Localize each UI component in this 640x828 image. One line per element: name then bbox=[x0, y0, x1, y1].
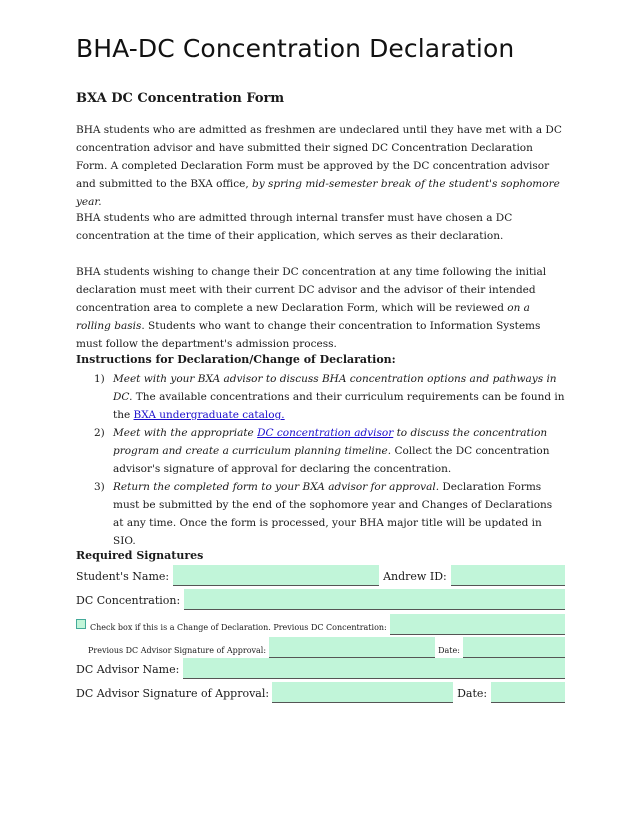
change-checkbox-label: Check box if this is a Change of Declaration. Previous DC Concentration: bbox=[90, 623, 387, 632]
bxa-catalog-link[interactable]: BXA undergraduate catalog. bbox=[133, 409, 285, 421]
advisor-name-field[interactable] bbox=[183, 658, 565, 679]
previous-advisor-row bbox=[88, 637, 565, 658]
dc-concentration-field[interactable] bbox=[184, 589, 565, 610]
student-name-label: Student's Name: bbox=[76, 570, 170, 583]
change-checkbox[interactable] bbox=[76, 619, 86, 629]
list-number: 2) bbox=[94, 427, 105, 439]
list-item bbox=[76, 478, 565, 550]
advisor-signature-field[interactable] bbox=[272, 682, 453, 703]
advisor-name-row bbox=[76, 658, 565, 679]
previous-date-field[interactable] bbox=[463, 637, 565, 658]
student-name-field[interactable] bbox=[173, 565, 379, 586]
paragraph-text: BHA students who are admitted as freshmen are undeclared until they have met with a DC concentration advisor and have submitted their signed DC Concentration Declaration Form. A completed Declaration Form must be approved by the DC concentration advisor and submitted to the BXA office, bbox=[76, 124, 562, 190]
instruction-emphasis: Meet with your BXA advisor to discuss BHA concentration options and pathways in DC. bbox=[113, 373, 557, 403]
previous-concentration-field[interactable] bbox=[390, 614, 565, 635]
signatures-heading: Required Signatures bbox=[76, 549, 204, 562]
paragraph-emphasis: on a rolling basis bbox=[76, 302, 530, 332]
list-item bbox=[76, 424, 565, 478]
paragraph-freshmen bbox=[76, 121, 565, 211]
andrew-id-label: Andrew ID: bbox=[383, 570, 447, 583]
instruction-text: The available concentrations and their curriculum requirements can be found in the bbox=[113, 391, 565, 421]
list-item bbox=[76, 370, 565, 424]
paragraph-text: . Students who want to change their concentration to Information Systems must follow the department's admission process. bbox=[76, 320, 541, 350]
paragraph-text: BHA students wishing to change their DC concentration at any time following the initial declaration must meet with their current DC advisor and the advisor of their intended concentration area to complete a new Declaration Form, which will be reviewed bbox=[76, 266, 547, 314]
instructions-heading: Instructions for Declaration/Change of Declaration: bbox=[76, 353, 396, 366]
instruction-emphasis: Return the completed form to your BXA advisor for approval. bbox=[113, 481, 440, 493]
dc-concentration-label: DC Concentration: bbox=[76, 594, 181, 607]
form-heading: BXA DC Concentration Form bbox=[76, 91, 285, 106]
previous-date-label: Date: bbox=[438, 646, 460, 655]
advisor-signature-label: DC Advisor Signature of Approval: bbox=[76, 687, 270, 700]
instruction-emphasis: to discuss the concentration program and create a curriculum planning timeline bbox=[113, 427, 548, 457]
andrew-id-field[interactable] bbox=[451, 565, 565, 586]
advisor-signature-row bbox=[76, 682, 565, 703]
instructions-list bbox=[76, 370, 565, 550]
concentration-row bbox=[76, 589, 565, 610]
change-row bbox=[76, 614, 565, 635]
instruction-text: Declaration Forms must be submitted by the end of the sophomore year and Changes of Declarations at any time. Once the form is processed, your BHA major title will be updated in SIO. bbox=[113, 481, 553, 547]
instruction-emphasis: Meet with the appropriate bbox=[113, 427, 258, 439]
list-number: 1) bbox=[94, 373, 105, 385]
paragraph-change bbox=[76, 263, 565, 353]
list-number: 3) bbox=[94, 481, 105, 493]
date-field[interactable] bbox=[491, 682, 565, 703]
date-label: Date: bbox=[457, 687, 488, 700]
previous-advisor-signature-field[interactable] bbox=[269, 637, 435, 658]
paragraph-emphasis: by spring mid-semester break of the student's sophomore year. bbox=[76, 178, 560, 208]
dc-advisor-link[interactable]: DC concentration advisor bbox=[257, 427, 394, 439]
page-title: BHA-DC Concentration Declaration bbox=[76, 34, 515, 63]
instruction-text: . Collect the DC concentration advisor's signature of approval for declaring the concentration. bbox=[113, 445, 550, 475]
paragraph-transfer: BHA students who are admitted through internal transfer must have chosen a DC concentration at the time of their application, which serves as their declaration. bbox=[76, 212, 513, 242]
advisor-name-label: DC Advisor Name: bbox=[76, 663, 180, 676]
student-row bbox=[76, 565, 565, 586]
previous-advisor-signature-label: Previous DC Advisor Signature of Approval: bbox=[88, 646, 267, 655]
